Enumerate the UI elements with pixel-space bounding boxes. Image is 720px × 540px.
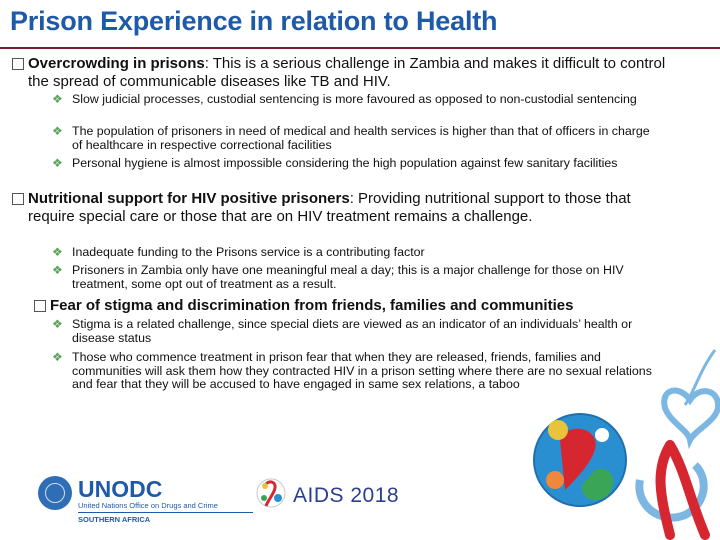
list-item: ❖ The population of prisoners in need of medical and health services is higher than that of officers in charge of healthcare in respective correctional facilities bbox=[52, 124, 650, 152]
list-item: ❖ Those who commence treatment in prison fear that when they are released, friends, families and communities will ask them how they contracted HIV in a prison setting where there are no sexual relations and fear that they will be accused to have engaged in same sex relations, a taboo bbox=[52, 350, 652, 391]
aids-2018-logo-icon bbox=[256, 476, 286, 510]
checkbox-bullet-icon bbox=[12, 193, 24, 205]
section-text: : This is a serious challenge in Zambia and makes it difficult to control the spread of communicable diseases like TB and HIV. bbox=[28, 55, 666, 90]
section-heading: Overcrowding in prisons bbox=[28, 55, 205, 72]
section-heading: Fear of stigma and discrimination from friends, families and communities bbox=[50, 297, 574, 314]
diamond-bullet-icon: ❖ bbox=[52, 245, 63, 259]
checkbox-bullet-icon bbox=[12, 58, 24, 70]
section-heading: Nutritional support for HIV positive prisoners bbox=[28, 190, 350, 207]
diamond-bullet-icon: ❖ bbox=[52, 124, 63, 138]
diamond-bullet-icon: ❖ bbox=[52, 350, 63, 364]
list-item: ❖ Inadequate funding to the Prisons service is a contributing factor bbox=[52, 245, 425, 259]
diamond-bullet-icon: ❖ bbox=[52, 92, 63, 106]
hiv-handcuff-artwork bbox=[520, 330, 720, 540]
section-stigma bbox=[50, 297, 690, 315]
aids-2018-logo-text: AIDS 2018 bbox=[293, 484, 400, 507]
checkbox-bullet-icon bbox=[34, 300, 46, 312]
section-text: : Providing nutritional support to those that require special care or those that are on HIV treatment remains a challenge. bbox=[28, 190, 631, 225]
diamond-bullet-icon: ❖ bbox=[52, 317, 63, 331]
diamond-bullet-icon: ❖ bbox=[52, 156, 63, 170]
section-nutrition bbox=[28, 190, 668, 225]
list-item: ❖ Prisoners in Zambia only have one meaningful meal a day; this is a major challenge for those on HIV treatment, some opt out of treatment as a result. bbox=[52, 263, 624, 291]
unodc-logo-region: SOUTHERN AFRICA bbox=[78, 515, 151, 524]
title-divider bbox=[0, 47, 720, 49]
list-item: ❖ Personal hygiene is almost impossible considering the high population against few sanitary facilities bbox=[52, 156, 618, 170]
unodc-logo-divider bbox=[78, 512, 253, 513]
un-emblem-icon bbox=[38, 476, 72, 510]
unodc-logo-subtitle: United Nations Office on Drugs and Crime bbox=[78, 501, 218, 510]
slide-title: Prison Experience in relation to Health bbox=[10, 6, 498, 36]
diamond-bullet-icon: ❖ bbox=[52, 263, 63, 277]
section-overcrowding bbox=[28, 55, 668, 90]
list-item: ❖ Slow judicial processes, custodial sentencing is more favoured as opposed to non-custodial sentencing bbox=[52, 92, 637, 106]
list-item: ❖ Stigma is a related challenge, since special diets are viewed as an indicator of an individuals’ health or disease status bbox=[52, 317, 633, 345]
unodc-logo-title: UNODC bbox=[78, 476, 163, 502]
